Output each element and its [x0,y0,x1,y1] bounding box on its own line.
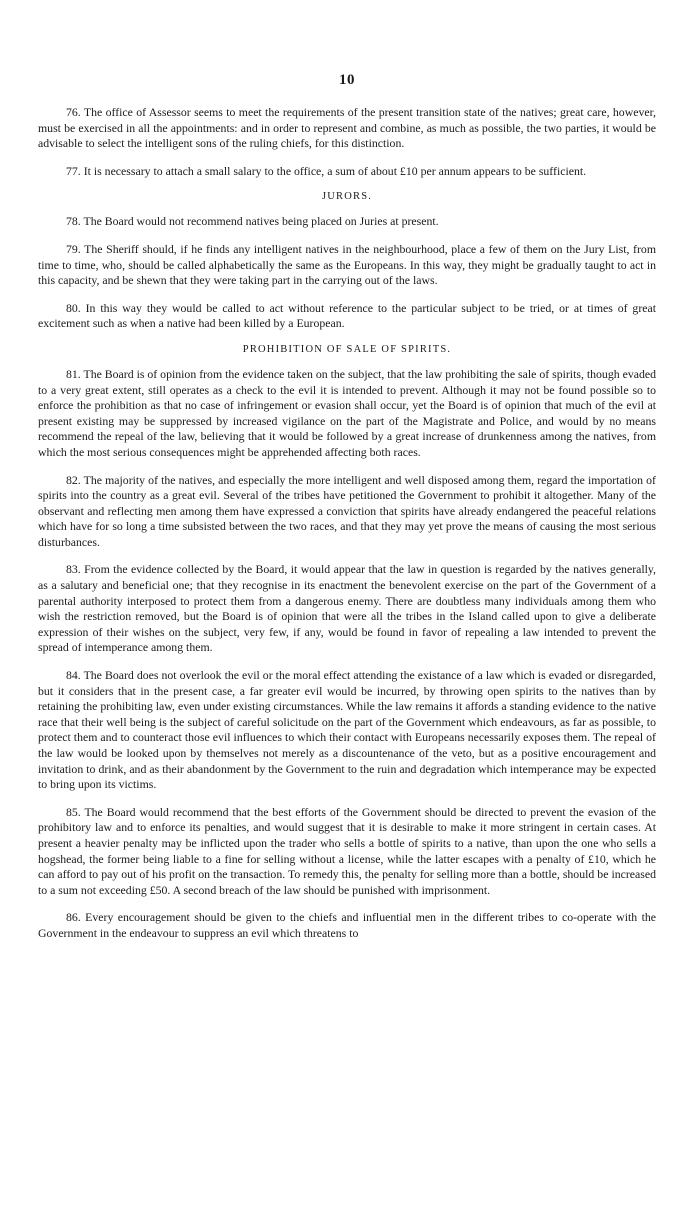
paragraph-76: 76. The office of Assessor seems to meet the requirements of the present transition state of the natives; great care, however, must be exercised in all the appointments: and in order to represent and combine, as much as possible, the two parties, it would be advisable to select the intelligent sons of the ruling chiefs, for this distinction. [38,105,656,151]
paragraph-84: 84. The Board does not overlook the evil or the moral effect attending the existance of a law which is evaded or disregarded, but it considers that in the present case, a far greater evil would be incurred, by throwing open spirits to the natives than by retaining the prohibiting law, even under existing circumstances. While the law remains it affords a standing evidence to the native race that their well being is the subject of careful solicitude on the part of the Government which endeavours, as far as possible, to protect them and to counteract those evil influences to which their contact with Europeans necessarily exposes them. The repeal of the law would be looked upon by themselves not merely as a discountenance of the veto, but as a positive encouragement and invitation to drink, and as their abandonment by the Government to the ruin and degradation which intemperance may be expected to bring upon its victims. [38,668,656,792]
section-heading-spirits: PROHIBITION OF SALE OF SPIRITS. [242,343,452,355]
paragraph-85: 85. The Board would recommend that the best efforts of the Government should be directed to prevent the evasion of the prohibitory law and to enforce its penalties, and would suggest that it is desirable to make it more stringent in certain cases. At present a heavier penalty may be inflicted upon the trader who sells a bottle of spirits to a native, than upon the one who sells a hogshead, the former being liable to a fine for selling without a license, while the latter escapes with a penalty of £10, which he can afford to pay out of his profit on the transaction. To remedy this, the penalty for selling more than a bottle, should be increased to a sum not exceeding £50. A second breach of the law should be punished with imprisonment. [38,804,656,897]
section-heading-jurors: JURORS. [321,191,373,203]
paragraph-77: 77. It is necessary to attach a small salary to the office, a sum of about £10 per annum appears to be sufficient. [66,163,587,178]
paragraph-79: 79. The Sheriff should, if he finds any intelligent natives in the neighbourhood, place a few of them on the Jury List, from time to time, who, should be called alphabetically the same as the Europeans. In this way, they might be gradually taught to act in this capacity, and be shewn that they were taking part in the carrying out of the laws. [38,241,656,288]
paragraph-80: 80. In this way they would be called to act without reference to the particular subject to be tried, or at times of great excitement such as when a native had been killed by a European. [38,300,656,331]
page-number: 10 [339,72,355,88]
paragraph-82: 82. The majority of the natives, and especially the more intelligent and well disposed among them, regard the importation of spirits into the country as a great evil. Several of the tribes have petitioned the Government to prohibit it altogether. Many of the observant and reflecting men among them have expressed a conviction that spirits have already endangered the peaceful relations which have for so long a time subsisted between the two races, and that they may yet prove the means of causing the most serious disturbances. [38,472,656,549]
paragraph-86: 86. Every encouragement should be given to the chiefs and influential men in the different tribes to co-operate with the Government in the endeavour to suppress an evil which threatens to [38,910,656,940]
paragraph-78: 78. The Board would not recommend natives being placed on Juries at present. [66,214,439,229]
paragraph-81: 81. The Board is of opinion from the evidence taken on the subject, that the law prohibiting the sale of spirits, though evaded to a very great extent, still operates as a check to the evil it is intended to prevent. Although it may not be found possible so to enforce the prohibition as that no case of infringement or evasion shall occur, yet the Board is of opinion that much of the evil at present existing may be suppressed by increased vigilance on the part of the Magistrate and Police, and would by no means recommend the repeal of the law, believing that it would be followed by a great increase of drunkenness among the natives, from which the most serious consequences might be apprehended affecting both races. [38,366,656,459]
paragraph-83: 83. From the evidence collected by the Board, it would appear that the law in question is regarded by the natives generally, as a salutary and beneficial one; that they recognise in its enactment the benevolent exercise on the part of the Government of a parental authority interposed to protect them from a dangerous enemy. There are doubtless many individuals among them who wish the restriction removed, but the Board is of opinion that were all the tribes in the Island called upon to give a deliberate expression of their wishes on the subject, very few, if any, would be found in favor of repealing a law intended to prevent the spread of intemperance among them. [38,562,656,655]
